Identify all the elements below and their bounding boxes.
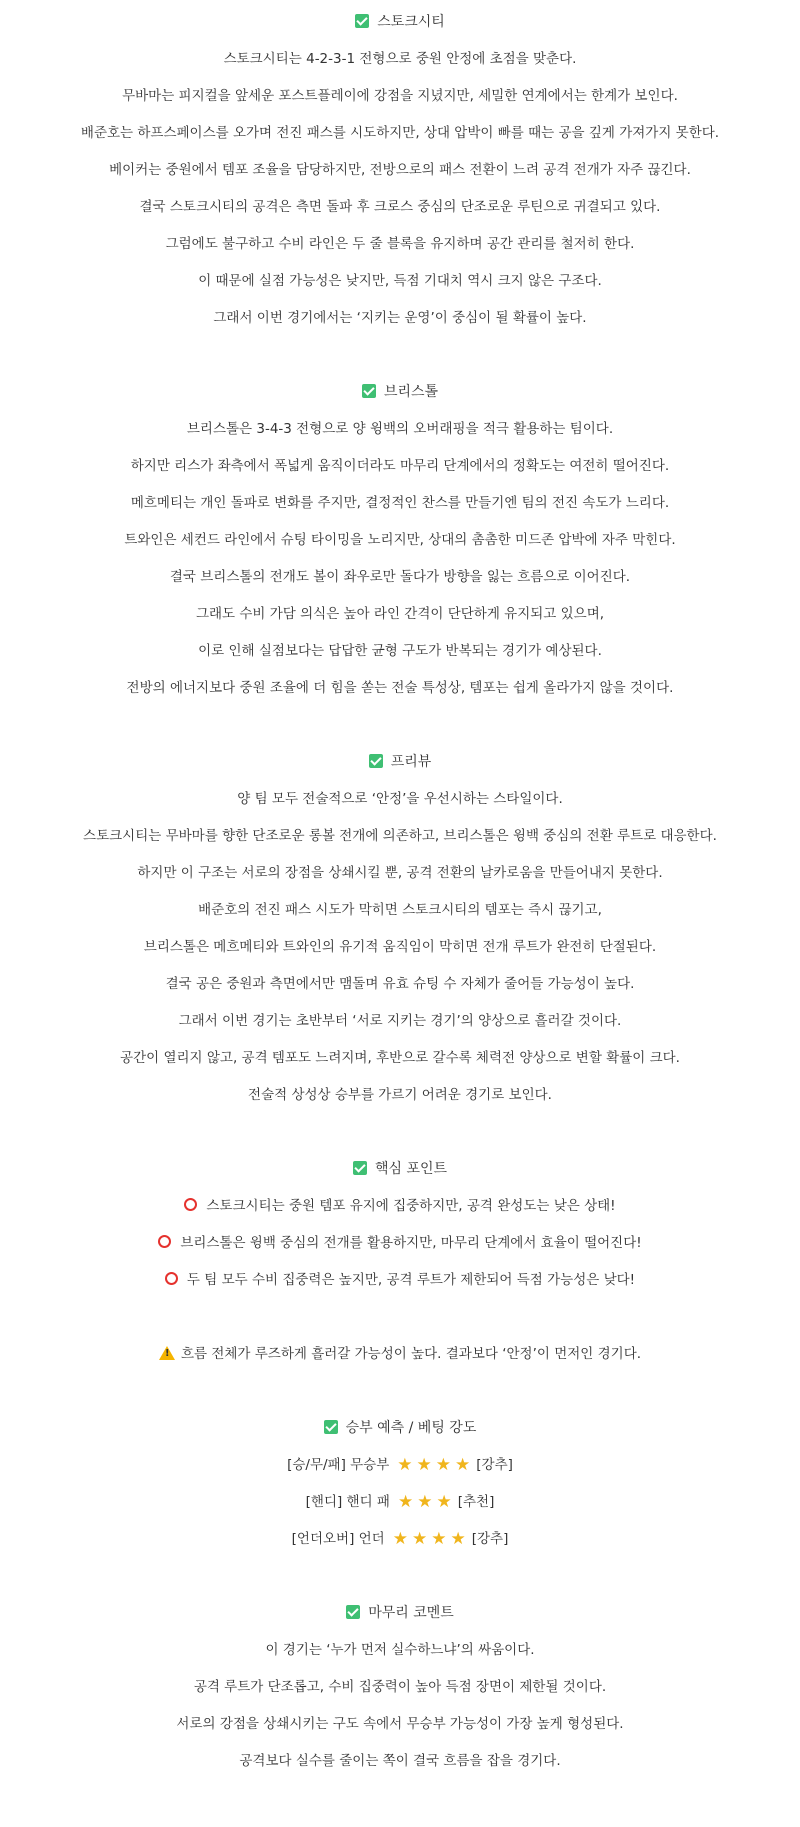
key-point-text: 브리스톨은 윙백 중심의 전개를 활용하지만, 마무리 단계에서 효율이 떨어진다! — [180, 1235, 642, 1251]
prediction-strength: [강추] — [471, 1531, 509, 1547]
star-icon: ★ — [450, 1529, 466, 1549]
prediction-label: [언더오버] 언더 — [291, 1531, 385, 1547]
prediction-row — [0, 1525, 800, 1553]
key-point — [0, 1192, 800, 1220]
paragraph-line: 공격 루트가 단조롭고, 수비 집중력이 높아 득점 장면이 제한될 것이다. — [193, 1679, 607, 1695]
paragraph-line: 공간이 열리지 않고, 공격 템포도 느려지며, 후반으로 갈수록 체력전 양상으로 변할 확률이 크다. — [120, 1050, 680, 1066]
paragraph-line: 브리스톨은 메흐메티와 트와인의 유기적 움직임이 막히면 전개 루트가 완전히 단절된다. — [143, 939, 657, 955]
heading-text: 승부 예측 / 베팅 강도 — [345, 1420, 477, 1436]
star-icon: ★ — [411, 1529, 428, 1549]
star-icon: ★ — [392, 1529, 408, 1549]
paragraph-line: 스토크시티는 4-2-3-1 전형으로 중원 안정에 초점을 맞춘다. — [223, 51, 577, 67]
section-heading-closing — [0, 1599, 800, 1627]
check-icon — [353, 1161, 367, 1175]
heading-text: 프리뷰 — [390, 754, 432, 770]
paragraph-line: 결국 공은 중원과 측면에서만 맴돌며 유효 슈팅 수 자체가 줄어들 가능성이 높다. — [165, 976, 635, 992]
star-icon: ★ — [431, 1529, 447, 1549]
star-icon: ★ — [435, 1455, 452, 1475]
circle-icon — [158, 1235, 171, 1248]
paragraph-line: 트와인은 세컨드 라인에서 슈팅 타이밍을 노리지만, 상대의 촘촘한 미드존 압박에 자주 막힌다. — [124, 532, 676, 548]
prediction-label: [핸디] 핸디 패 — [305, 1494, 390, 1510]
prediction-label: [승/무/패] 무승부 — [287, 1457, 390, 1473]
paragraph-line: 그래서 이번 경기에서는 ‘지키는 운영’이 중심이 될 확률이 높다. — [213, 310, 587, 326]
heading-text: 마무리 코멘트 — [368, 1605, 454, 1621]
star-icon: ★ — [455, 1455, 471, 1475]
paragraph-line: 배준호의 전진 패스 시도가 막히면 스토크시티의 템포는 즉시 끊기고, — [198, 902, 602, 918]
paragraph-line: 결국 스토크시티의 공격은 측면 돌파 후 크로스 중심의 단조로운 루틴으로 귀결되고 있다. — [139, 199, 661, 215]
paragraph-line: 그래서 이번 경기는 초반부터 ‘서로 지키는 경기’의 양상으로 흘러갈 것이다. — [178, 1013, 622, 1029]
paragraph-line: 전방의 에너지보다 중원 조율에 더 힘을 쏟는 전술 특성상, 템포는 쉽게 올라가지 않을 것이다. — [126, 680, 674, 696]
star-rating — [395, 1451, 472, 1480]
key-point-text: 스토크시티는 중원 템포 유지에 집중하지만, 공격 완성도는 낮은 상태! — [206, 1198, 616, 1214]
key-point — [0, 1266, 800, 1294]
section-heading-bristol — [0, 378, 800, 406]
key-point — [0, 1229, 800, 1257]
paragraph-line: 그럼에도 불구하고 수비 라인은 두 줄 블록을 유지하며 공간 관리를 철저히 한다. — [165, 236, 635, 252]
prediction-row — [0, 1451, 800, 1479]
paragraph-line: 하지만 이 구조는 서로의 장점을 상쇄시킬 뿐, 공격 전환의 날카로움을 만들어내지 못한다. — [137, 865, 663, 881]
paragraph-line: 무바마는 피지컬을 앞세운 포스트플레이에 강점을 지녔지만, 세밀한 연계에서는 한계가 보인다. — [122, 88, 678, 104]
prediction-row — [0, 1488, 800, 1516]
paragraph-line: 이로 인해 실점보다는 답답한 균형 구도가 반복되는 경기가 예상된다. — [198, 643, 602, 659]
paragraph-line: 이 경기는 ‘누가 먼저 실수하느냐’의 싸움이다. — [265, 1642, 535, 1658]
star-icon: ★ — [417, 1492, 433, 1512]
paragraph-line: 이 때문에 실점 가능성은 낮지만, 득점 기대치 역시 크지 않은 구조다. — [198, 273, 602, 289]
paragraph-line: 브리스톨은 3-4-3 전형으로 양 윙백의 오버래핑을 적극 활용하는 팀이다. — [186, 421, 614, 437]
star-icon: ★ — [397, 1492, 414, 1512]
check-icon — [355, 14, 369, 28]
paragraph-line: 그래도 수비 가담 의식은 높아 라인 간격이 단단하게 유지되고 있으며, — [195, 606, 605, 622]
star-icon: ★ — [436, 1492, 452, 1512]
star-icon: ★ — [416, 1455, 432, 1475]
warning-text: 흐름 전체가 루즈하게 흘러갈 가능성이 높다. 결과보다 ‘안정’이 먼저인 경기다. — [180, 1346, 642, 1362]
warning-note — [0, 1340, 800, 1368]
warning-icon — [159, 1346, 175, 1360]
heading-text: 스토크시티 — [377, 14, 445, 30]
star-rating — [391, 1525, 468, 1554]
section-heading-prediction — [0, 1414, 800, 1442]
paragraph-line: 배준호는 하프스페이스를 오가며 전진 패스를 시도하지만, 상대 압박이 빠를 때는 공을 깊게 가져가지 못한다. — [80, 125, 720, 141]
key-point-text: 두 팀 모두 수비 집중력은 높지만, 공격 루트가 제한되어 득점 가능성은 낮다! — [186, 1272, 636, 1288]
star-icon: ★ — [397, 1455, 413, 1475]
section-heading-preview — [0, 748, 800, 776]
section-heading-keypoints — [0, 1155, 800, 1183]
prediction-strength: [추천] — [457, 1494, 495, 1510]
paragraph-line: 양 팀 모두 전술적으로 ‘안정’을 우선시하는 스타일이다. — [237, 791, 563, 807]
paragraph-line: 메흐메티는 개인 돌파로 변화를 주지만, 결정적인 찬스를 만들기엔 팀의 전진 속도가 느리다. — [130, 495, 670, 511]
paragraph-line: 결국 브리스톨의 전개도 볼이 좌우로만 돌다가 방향을 잃는 흐름으로 이어진다. — [169, 569, 631, 585]
check-icon — [369, 754, 383, 768]
star-rating — [396, 1488, 454, 1517]
prediction-strength: [강추] — [476, 1457, 513, 1473]
check-icon — [324, 1420, 338, 1434]
check-icon — [346, 1605, 360, 1619]
circle-icon — [184, 1198, 197, 1211]
paragraph-line: 서로의 강점을 상쇄시키는 구도 속에서 무승부 가능성이 가장 높게 형성된다. — [176, 1716, 624, 1732]
heading-text: 핵심 포인트 — [374, 1161, 448, 1177]
heading-text: 브리스톨 — [383, 384, 439, 400]
check-icon — [362, 384, 376, 398]
circle-icon — [165, 1272, 178, 1285]
paragraph-line: 스토크시티는 무바마를 향한 단조로운 롱볼 전개에 의존하고, 브리스톨은 윙백 중심의 전환 루트로 대응한다. — [83, 828, 717, 844]
paragraph-line: 전술적 상성상 승부를 가르기 어려운 경기로 보인다. — [248, 1087, 552, 1103]
paragraph-line: 하지만 리스가 좌측에서 폭넓게 움직이더라도 마무리 단계에서의 정확도는 여전히 떨어진다. — [130, 458, 670, 474]
paragraph-line: 베이커는 중원에서 템포 조율을 담당하지만, 전방으로의 패스 전환이 느려 공격 전개가 자주 끊긴다. — [109, 162, 691, 178]
paragraph-line: 공격보다 실수를 줄이는 쪽이 결국 흐름을 잡을 경기다. — [239, 1753, 561, 1769]
section-heading-stoke — [0, 8, 800, 36]
